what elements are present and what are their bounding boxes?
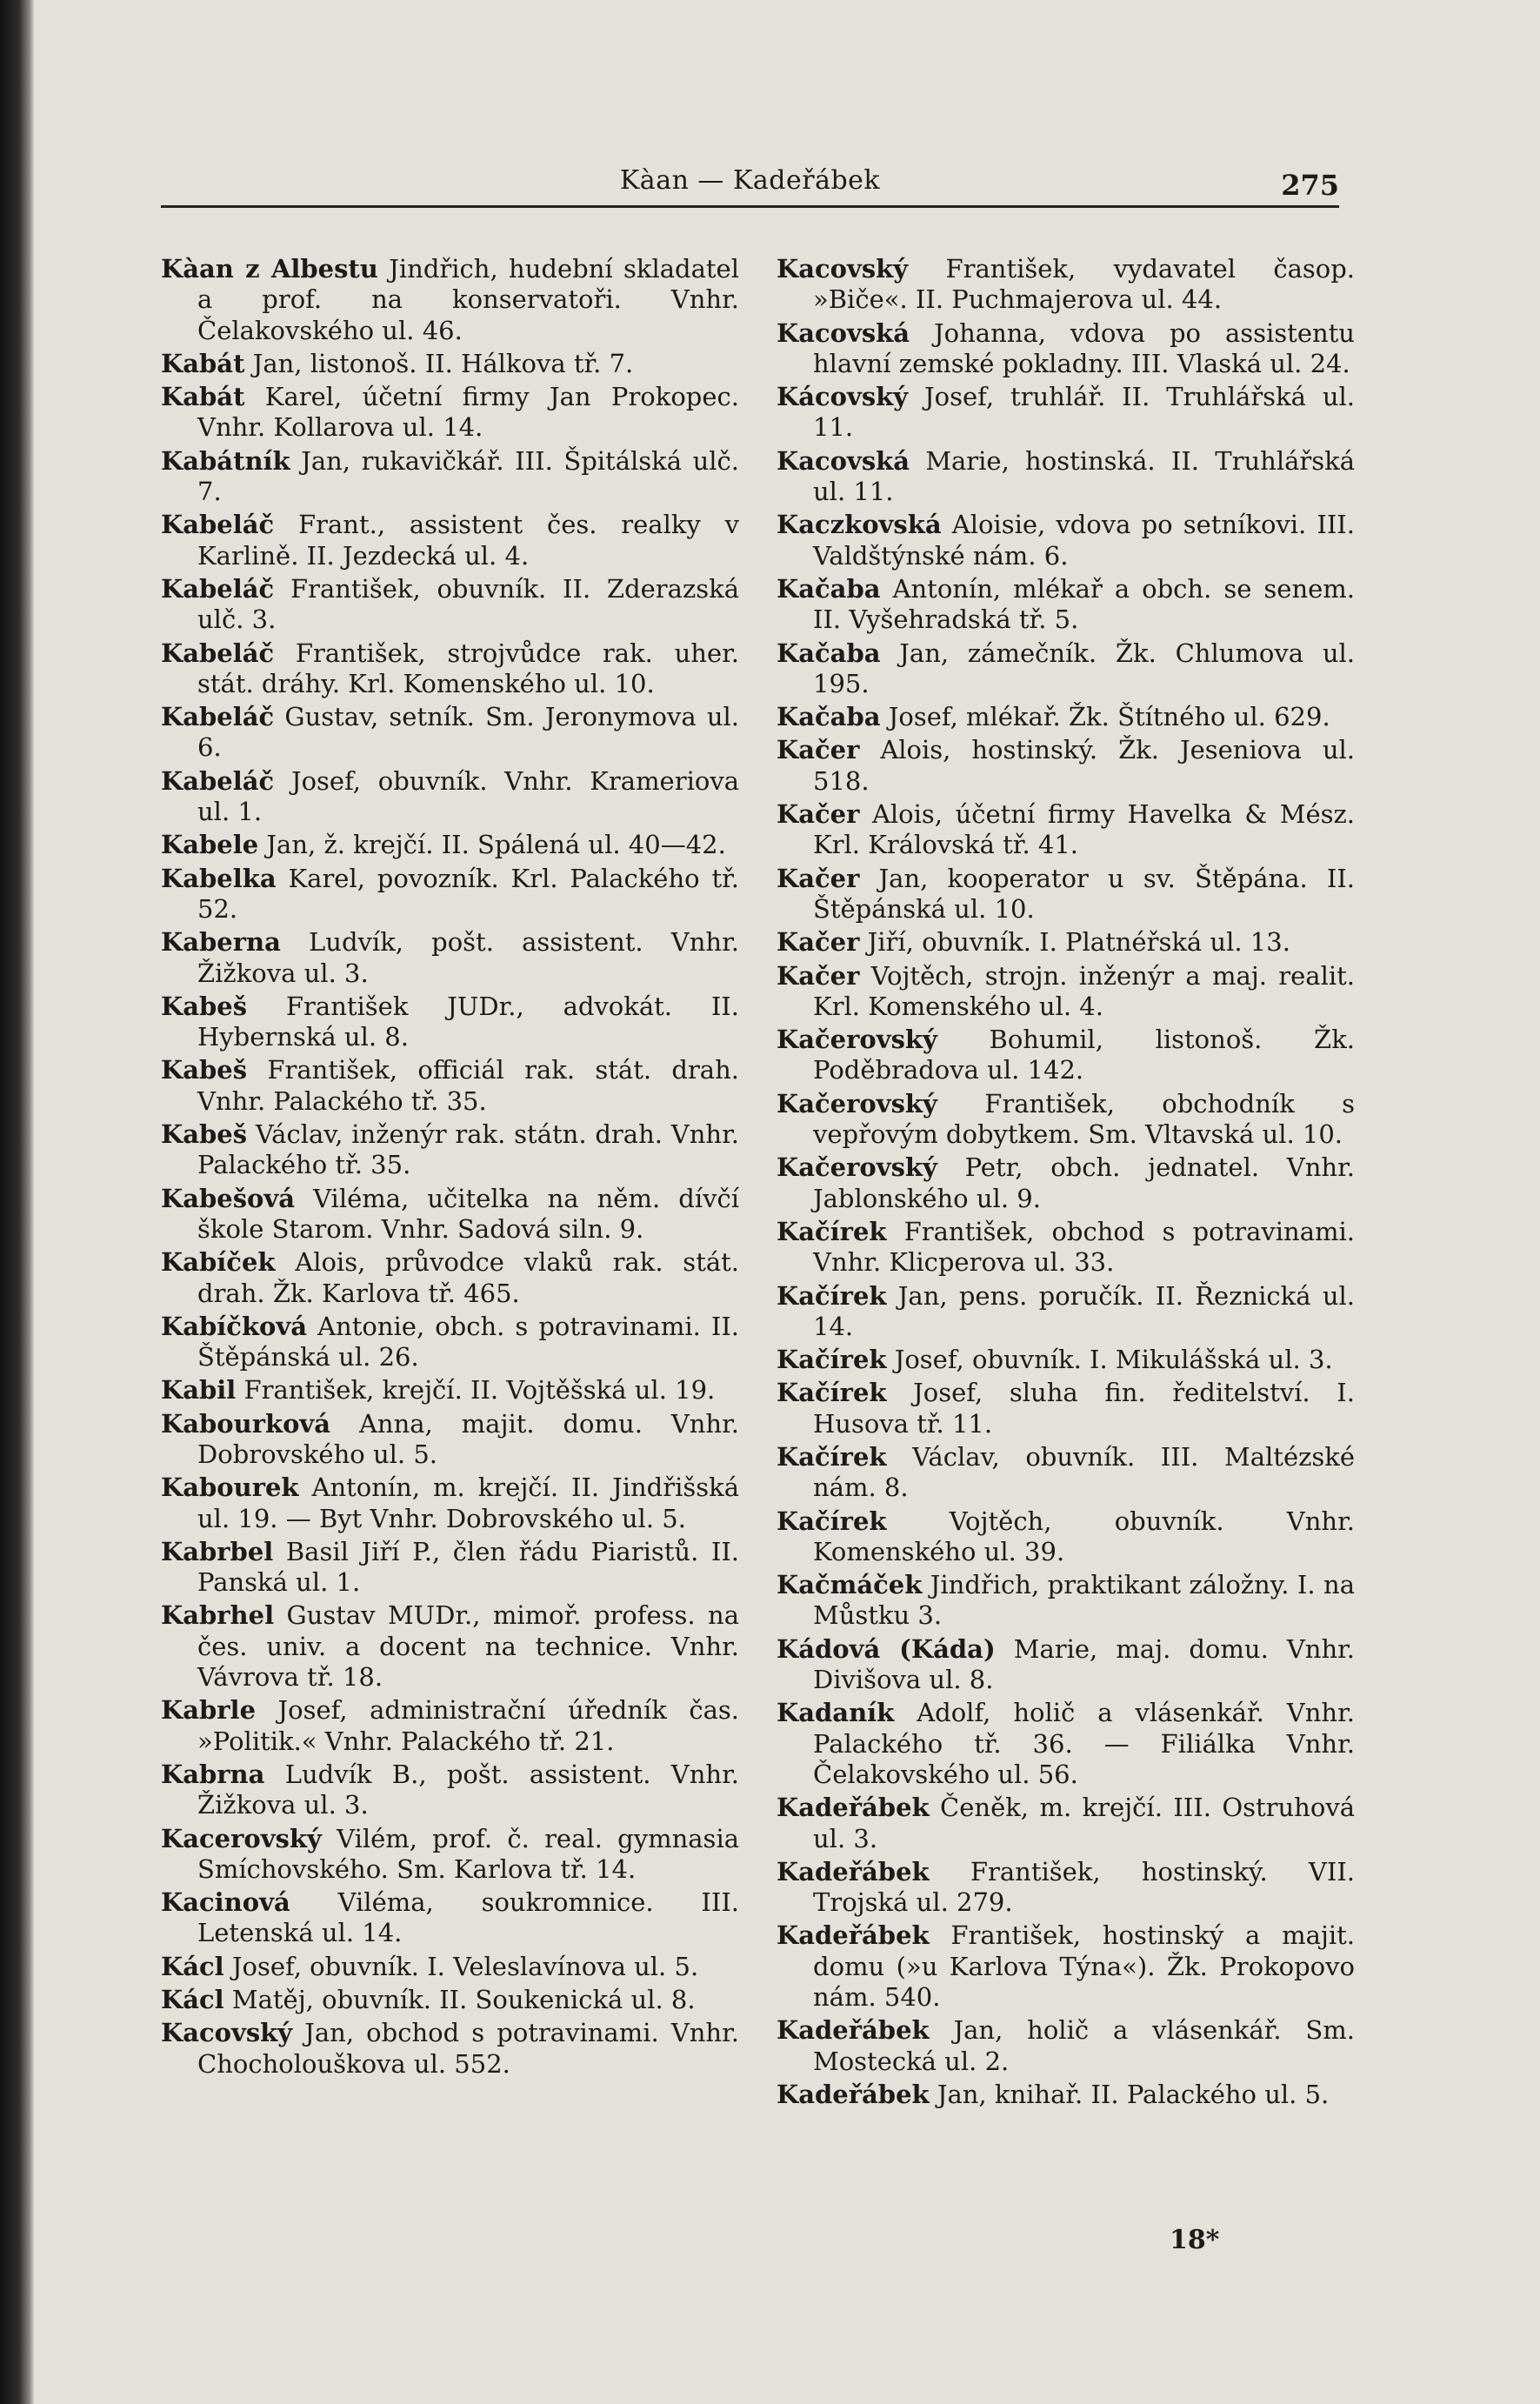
- directory-entry: [161, 830, 739, 860]
- entry-surname: Kabátník: [161, 445, 290, 476]
- entry-details: Čeněk, m. krejčí. III. Ostruhová ul. 3.: [813, 1793, 1355, 1853]
- entry-details: František JUDr., advokát. II. Hybernská ul. 8.: [197, 991, 739, 1052]
- entry-details: František, hostinský a majit. domu (»u Karlova Týna«). Žk. Prokopovo nám. 540.: [813, 1920, 1355, 2013]
- entry-details: Vojtěch, strojn. inženýr a maj. realit. Krl. Komenského ul. 4.: [813, 960, 1355, 1021]
- entry-surname: Kačírek: [777, 1441, 887, 1472]
- signature-mark: 18*: [1170, 2225, 1220, 2255]
- entry-details: František, obchodník s vepřovým dobytkem. Sm. Vltavská ul. 10.: [813, 1088, 1356, 1150]
- directory-entry: [777, 1442, 1355, 1504]
- directory-entry: [777, 799, 1355, 861]
- directory-entry: [161, 1537, 739, 1599]
- directory-entry: [161, 2018, 739, 2080]
- directory-entry: [161, 574, 739, 636]
- directory-entry: [777, 735, 1355, 797]
- entry-surname: Kadeřábek: [777, 1920, 930, 1951]
- entry-surname: Kabrhel: [161, 1600, 275, 1631]
- entry-surname: Kacovský: [161, 2018, 293, 2048]
- entry-details: Matěj, obuvník. II. Soukenická ul. 8.: [231, 1985, 696, 2015]
- directory-entry: [777, 1506, 1355, 1568]
- directory-entry: [161, 927, 739, 989]
- entry-details: Bohumil, listonoš. Žk. Poděbradova ul. 142.: [813, 1025, 1355, 1085]
- entry-details: Viléma, učitelka na něm. dívčí škole Starom. Vnhr. Sadová siln. 9.: [197, 1183, 739, 1244]
- entry-details: Marie, hostinská. II. Truhlářská ul. 11.: [813, 445, 1355, 507]
- entry-details: Jan, obchod s potravinami. Vnhr. Chocholouškova ul. 552.: [197, 2018, 740, 2079]
- entry-details: František, obchod s potravinami. Vnhr. Klicperova ul. 33.: [813, 1216, 1355, 1278]
- directory-entry: [777, 1281, 1355, 1343]
- entry-details: Jan, zámečník. Žk. Chlumova ul. 195.: [813, 638, 1355, 698]
- entry-details: Jan, holič a vlásenkář. Sm. Mostecká ul. 2.: [813, 2015, 1355, 2076]
- entry-details: František, officiál rak. stát. drah. Vnhr. Palackého tř. 35.: [197, 1055, 739, 1116]
- entry-surname: Kačer: [777, 863, 860, 893]
- directory-entry: [777, 510, 1355, 571]
- entry-details: Alois, účetní firmy Havelka & Mész. Krl. Královská tř. 41.: [813, 799, 1355, 860]
- entry-details: Anna, majit. domu. Vnhr. Dobrovského ul. 5.: [197, 1408, 740, 1469]
- entry-surname: Kabíčková: [161, 1311, 308, 1341]
- entry-surname: Kácl: [161, 1985, 224, 2015]
- entry-surname: Kabeš: [161, 991, 248, 1021]
- entry-details: Antonín, m. krejčí. II. Jindřišská ul. 19. — Byt Vnhr. Dobrovského ul. 5.: [197, 1472, 740, 1533]
- entry-surname: Kabešová: [161, 1183, 296, 1213]
- entry-details: Václav, obuvník. III. Maltézské nám. 8.: [813, 1441, 1356, 1503]
- entry-surname: Kačírek: [777, 1345, 887, 1375]
- entry-details: Josef, obuvník. Vnhr. Krameriova ul. 1.: [197, 765, 739, 827]
- entry-details: Vojtěch, obuvník. Vnhr. Komenského ul. 39.: [813, 1506, 1355, 1566]
- entry-surname: Kačaba: [777, 638, 881, 668]
- entry-details: Jiří, obuvník. I. Platnéřská ul. 13.: [867, 927, 1290, 958]
- binding-gutter: [0, 0, 35, 2404]
- directory-entry: [161, 992, 739, 1053]
- entry-surname: Kabát: [161, 382, 245, 412]
- directory-entry: [777, 446, 1355, 508]
- entry-details: František, strojvůdce rak. uher. stát. dráhy. Krl. Komenského ul. 10.: [197, 638, 740, 698]
- entry-surname: Kačírek: [777, 1280, 887, 1311]
- entry-details: Jan, ž. krejčí. II. Spálená ul. 40—42.: [266, 830, 726, 860]
- entry-details: Alois, hostinský. Žk. Jeseniova ul. 518.: [813, 735, 1355, 796]
- entry-surname: Kabele: [161, 830, 259, 860]
- directory-entry: [777, 702, 1355, 732]
- directory-entry: [161, 638, 739, 700]
- entry-details: Antonie, obch. s potravinami. II. Štěpánská ul. 26.: [197, 1311, 740, 1372]
- page-number: 275: [1281, 169, 1339, 202]
- directory-entry: [161, 1184, 739, 1245]
- directory-entry: [161, 349, 739, 379]
- directory-entry: [777, 1920, 1355, 2013]
- entry-details: Gustav MUDr., mimoř. profess. na čes. univ. a docent na technice. Vnhr. Vávrova tř. 18.: [197, 1600, 739, 1693]
- entry-surname: Kacovský: [777, 254, 909, 284]
- directory-entry: [161, 1119, 739, 1181]
- entry-surname: Kabeláč: [161, 573, 275, 604]
- directory-entry: [777, 2015, 1355, 2077]
- entry-surname: Kacovská: [777, 445, 910, 476]
- entry-details: Jan, kooperator u sv. Štěpána. II. Štěpánská ul. 10.: [813, 863, 1356, 924]
- directory-entry: [777, 318, 1355, 380]
- directory-entry: [777, 1025, 1355, 1086]
- entry-surname: Kabát: [161, 348, 245, 378]
- entry-surname: Kačer: [777, 735, 860, 765]
- entry-details: Jan, pens. poručík. II. Řeznická ul. 14.: [813, 1280, 1355, 1341]
- entry-details: Petr, obch. jednatel. Vnhr. Jablonského ul. 9.: [813, 1152, 1355, 1213]
- entry-details: Josef, mlékař. Žk. Štítného ul. 629.: [888, 702, 1330, 732]
- entry-surname: Kaberna: [161, 927, 281, 958]
- entry-details: František, vydavatel časop. »Biče«. II. Puchmajerova ul. 44.: [813, 254, 1355, 315]
- directory-entry: [161, 1952, 739, 1982]
- entry-details: Alois, průvodce vlaků rak. stát. drah. Žk. Karlova tř. 465.: [197, 1247, 740, 1308]
- directory-entry: [777, 1698, 1355, 1790]
- entry-details: Karel, povozník. Krl. Palackého tř. 52.: [197, 863, 740, 924]
- directory-entry: [161, 766, 739, 828]
- directory-entry: [161, 1472, 739, 1534]
- entry-surname: Kačer: [777, 960, 860, 991]
- directory-entry: [161, 382, 739, 444]
- directory-entry: [161, 702, 739, 764]
- directory-entry: [777, 1634, 1355, 1696]
- entry-details: Jan, rukavičkář. III. Špitálská ulč. 7.: [197, 445, 739, 507]
- entry-surname: Kacovská: [777, 317, 910, 348]
- entry-details: Johanna, vdova po assistentu hlavní zemské pokladny. III. Vlaská ul. 24.: [813, 317, 1355, 378]
- entry-surname: Kádová (Káda): [777, 1633, 996, 1664]
- entry-details: František, krejčí. II. Vojtěšská ul. 19.: [243, 1375, 716, 1406]
- directory-entry: [161, 1247, 739, 1309]
- entry-details: Antonín, mlékař a obch. se senem. II. Vyšehradská tř. 5.: [813, 573, 1355, 635]
- entry-surname: Kacinová: [161, 1887, 290, 1918]
- entry-details: Frant., assistent čes. realky v Karlině. II. Jezdecká ul. 4.: [197, 510, 739, 571]
- entry-details: Karel, účetní firmy Jan Prokopec. Vnhr. Kollarova ul. 14.: [197, 382, 739, 443]
- entry-surname: Kadeřábek: [777, 2079, 930, 2109]
- directory-entry: [161, 254, 739, 346]
- entry-details: Basil Jiří P., člen řádu Piaristů. II. Panská ul. 1.: [197, 1536, 739, 1598]
- entry-surname: Kabeš: [161, 1119, 248, 1150]
- directory-entry: [161, 1409, 739, 1471]
- directory-entry: [777, 1345, 1355, 1375]
- entry-surname: Kabeláč: [161, 638, 275, 668]
- entry-surname: Kačaba: [777, 702, 881, 732]
- entry-surname: Kadaník: [777, 1698, 895, 1728]
- entry-details: František, hostinský. VII. Trojská ul. 279.: [813, 1856, 1355, 1918]
- entry-surname: Kabrbel: [161, 1536, 274, 1566]
- entry-surname: Kačerovský: [777, 1152, 937, 1183]
- directory-entry: [777, 1217, 1355, 1279]
- entry-details: Viléma, soukromnice. III. Letenská ul. 14.: [197, 1887, 739, 1948]
- entry-details: František, obuvník. II. Zderazská ulč. 3.: [197, 573, 739, 635]
- directory-entry: [161, 1985, 739, 2015]
- entry-surname: Kačaba: [777, 573, 881, 604]
- directory-entry: [161, 1887, 739, 1949]
- entry-surname: Kabil: [161, 1375, 237, 1406]
- header-rule: [161, 205, 1339, 208]
- entry-details: Josef, truhlář. II. Truhlářská ul. 11.: [813, 382, 1355, 443]
- entry-surname: Kačer: [777, 799, 860, 830]
- entry-details: Vilém, prof. č. real. gymnasia Smíchovského. Sm. Karlova tř. 14.: [197, 1823, 740, 1884]
- entry-surname: Kadeřábek: [777, 2015, 930, 2046]
- entry-surname: Kabrna: [161, 1759, 265, 1789]
- directory-entry: [777, 961, 1355, 1023]
- entry-surname: Kabeš: [161, 1055, 248, 1085]
- entry-details: Ludvík B., pošt. assistent. Vnhr. Žižkova ul. 3.: [197, 1759, 739, 1820]
- entry-surname: Kabíček: [161, 1247, 276, 1278]
- directory-entry: [161, 864, 739, 925]
- directory-entry: [777, 927, 1355, 958]
- entry-surname: Kabeláč: [161, 510, 275, 540]
- entry-details: Jindřich, praktikant záložny. I. na Můstku 3.: [813, 1570, 1355, 1631]
- entry-surname: Kàan z Albestu: [161, 254, 378, 284]
- entry-surname: Kabeláč: [161, 702, 275, 732]
- entry-surname: Kačerovský: [777, 1025, 937, 1055]
- directory-entry: [777, 864, 1355, 925]
- entry-surname: Kabeláč: [161, 765, 275, 796]
- directory-entry: [161, 1312, 739, 1373]
- entry-surname: Kadeřábek: [777, 1856, 930, 1886]
- directory-entry: [161, 1695, 739, 1757]
- entry-surname: Kačírek: [777, 1506, 887, 1536]
- entry-surname: Kačerovský: [777, 1088, 937, 1119]
- directory-entry: [161, 1375, 739, 1406]
- left-column: [161, 254, 739, 2082]
- running-header: [161, 158, 1339, 210]
- entry-details: Jan, knihař. II. Palackého ul. 5.: [937, 2079, 1330, 2109]
- entry-surname: Kácovský: [777, 382, 909, 412]
- entry-details: Adolf, holič a vlásenkář. Vnhr. Palackého tř. 36. — Filiálka Vnhr. Čelakovského ul. 56.: [813, 1698, 1356, 1789]
- entry-surname: Kadeřábek: [777, 1793, 930, 1823]
- directory-entry: [777, 1152, 1355, 1214]
- entry-surname: Kaczkovská: [777, 510, 942, 540]
- entry-details: Jan, listonoš. II. Hálkova tř. 7.: [252, 348, 634, 378]
- directory-entry: [161, 510, 739, 571]
- header-title: Kàan — Kadeřábek: [619, 165, 881, 196]
- directory-entry: [777, 1089, 1355, 1151]
- entry-surname: Kačer: [777, 927, 860, 958]
- entry-surname: Kacerovský: [161, 1823, 322, 1853]
- entry-surname: Kabrle: [161, 1695, 257, 1726]
- directory-entry: [777, 254, 1355, 316]
- entry-surname: Kačmáček: [777, 1570, 923, 1600]
- directory-entry: [777, 2080, 1355, 2110]
- entry-surname: Kabelka: [161, 863, 277, 893]
- entry-surname: Kácl: [161, 1951, 224, 1981]
- directory-entry: [777, 1570, 1355, 1632]
- entry-details: Václav, inženýr rak. státn. drah. Vnhr. Palackého tř. 35.: [197, 1119, 739, 1180]
- entry-surname: Kačírek: [777, 1378, 887, 1408]
- directory-entry: [161, 1600, 739, 1693]
- entry-details: Josef, sluha fin. ředitelství. I. Husova tř. 11.: [813, 1378, 1355, 1439]
- directory-entry: [161, 1760, 739, 1821]
- entry-details: Ludvík, pošt. assistent. Vnhr. Žižkova ul. 3.: [197, 927, 739, 988]
- entry-details: Jindřich, hudební skladatel a prof. na konservatoři. Vnhr. Čelakovského ul. 46.: [197, 254, 739, 345]
- entry-details: Josef, administrační úředník čas. »Politik.« Vnhr. Palackého tř. 21.: [197, 1695, 740, 1756]
- directory-entry: [777, 1378, 1355, 1439]
- entry-surname: Kačírek: [777, 1216, 887, 1246]
- directory-entry: [777, 382, 1355, 444]
- directory-entry: [777, 638, 1355, 700]
- entry-details: Gustav, setník. Sm. Jeronymova ul. 6.: [197, 702, 740, 763]
- entry-surname: Kabourek: [161, 1472, 299, 1503]
- entry-details: Josef, obuvník. I. Mikulášská ul. 3.: [894, 1345, 1333, 1375]
- right-column: [777, 254, 1355, 2113]
- entry-surname: Kabourková: [161, 1408, 331, 1439]
- directory-entry: [777, 1857, 1355, 1919]
- directory-entry: [161, 1824, 739, 1886]
- directory-entry: [161, 1055, 739, 1117]
- directory-entry: [777, 574, 1355, 636]
- entry-details: Marie, maj. domu. Vnhr. Divišova ul. 8.: [813, 1633, 1356, 1695]
- entry-details: Aloisie, vdova po setníkovi. III. Valdštýnské nám. 6.: [813, 510, 1355, 571]
- directory-entry: [161, 446, 739, 508]
- directory-entry: [777, 1793, 1355, 1854]
- entry-details: Josef, obuvník. I. Veleslavínova ul. 5.: [231, 1951, 699, 1981]
